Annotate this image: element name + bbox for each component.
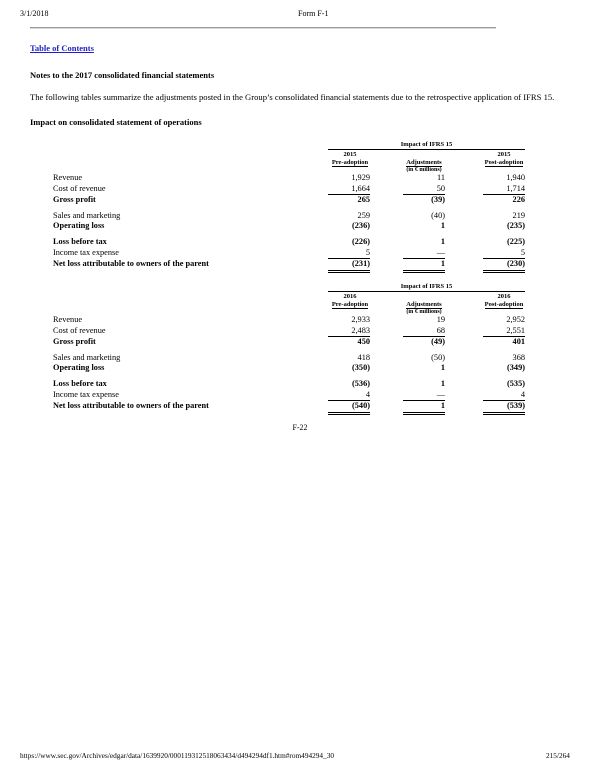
- column-header-adjustments: [400, 151, 448, 167]
- table-row-gross-profit: [0, 336, 600, 347]
- cell-pre-adoption: 2,483: [351, 326, 370, 335]
- unit-label: (in € millions): [406, 309, 442, 315]
- table-row-cost-of-revenue: [0, 183, 600, 194]
- cell-post-adoption: (539): [507, 401, 525, 410]
- cell-post-adoption: 1,714: [506, 184, 525, 193]
- cell-pre-adoption: (236): [352, 221, 370, 230]
- column-label: Post-adoption: [484, 158, 524, 166]
- column-header-adjustments: [400, 293, 448, 309]
- column-label: Adjustments: [406, 300, 442, 308]
- cell-post-adoption: 2,952: [506, 315, 525, 324]
- header-divider: [30, 27, 496, 29]
- unit-label: (in € millions): [406, 167, 442, 173]
- total-double-rule: [483, 270, 525, 273]
- footer-page-count: 215/264: [546, 751, 570, 760]
- page-number: F-22: [292, 423, 308, 432]
- total-double-rule: [403, 412, 445, 415]
- cell-post-adoption: (349): [507, 363, 525, 372]
- row-label: Net loss attributable to owners of the parent: [53, 401, 209, 410]
- row-label: Net loss attributable to owners of the parent: [53, 259, 209, 268]
- cell-post-adoption: (235): [507, 221, 525, 230]
- row-label: Cost of revenue: [53, 184, 106, 193]
- row-label: Sales and marketing: [53, 353, 121, 362]
- cell-adjustments: 1: [440, 379, 445, 388]
- notes-heading: Notes to the 2017 consolidated financial statements: [30, 70, 215, 80]
- cell-post-adoption: 2,551: [506, 326, 525, 335]
- column-year: [400, 293, 448, 301]
- total-double-rule: [328, 270, 370, 273]
- column-label: Pre-adoption: [331, 158, 369, 166]
- table-of-contents-link[interactable]: Table of Contents: [30, 43, 94, 53]
- cell-post-adoption: 368: [512, 353, 525, 362]
- cell-post-adoption: (230): [507, 259, 525, 268]
- cell-pre-adoption: (540): [352, 401, 370, 410]
- column-year: [400, 151, 448, 159]
- cell-pre-adoption: (231): [352, 259, 370, 268]
- column-label: Post-adoption: [484, 300, 524, 308]
- cell-pre-adoption: 265: [357, 195, 370, 204]
- cell-adjustments: (39): [431, 195, 445, 204]
- column-header-pre-adoption: [326, 293, 374, 309]
- intro-paragraph: The following tables summarize the adjustments posted in the Group’s consolidated financial statements due to the retrospective application of IFRS 15.: [30, 92, 555, 102]
- column-year: 2015: [497, 151, 511, 158]
- cell-adjustments: (40): [431, 211, 445, 220]
- cell-pre-adoption: 418: [357, 353, 370, 362]
- cell-post-adoption: (535): [507, 379, 525, 388]
- row-label: Loss before tax: [53, 379, 107, 388]
- table-row-operating-loss: [0, 362, 600, 373]
- document-title: Form F-1: [298, 9, 329, 18]
- row-label: Revenue: [53, 173, 83, 182]
- table-row-gross-profit: [0, 194, 600, 205]
- cell-adjustments: 1: [440, 401, 445, 410]
- column-header-post-adoption: [480, 151, 528, 167]
- cell-adjustments: —: [436, 390, 445, 399]
- cell-pre-adoption: 4: [365, 390, 370, 399]
- column-label: Adjustments: [406, 158, 442, 166]
- table-row-loss-before-tax: [0, 236, 600, 247]
- table-row-net-loss: [0, 258, 600, 269]
- cell-post-adoption: 5: [520, 248, 525, 257]
- footer-url: https://www.sec.gov/Archives/edgar/data/1639920/000119312518063434/d494294df1.htm#rom494294_30: [20, 751, 335, 760]
- cell-adjustments: 68: [436, 326, 445, 335]
- table-row-cost-of-revenue: [0, 325, 600, 336]
- cell-post-adoption: (225): [507, 237, 525, 246]
- row-label: Income tax expense: [53, 390, 119, 399]
- row-label: Gross profit: [53, 195, 96, 204]
- column-header-post-adoption: [480, 293, 528, 309]
- cell-pre-adoption: 259: [357, 211, 370, 220]
- column-year: 2016: [343, 293, 357, 300]
- column-year: 2016: [497, 293, 511, 300]
- cell-pre-adoption: 2,933: [351, 315, 370, 324]
- cell-pre-adoption: 1,929: [351, 173, 370, 182]
- cell-post-adoption: 4: [520, 390, 525, 399]
- cell-post-adoption: 401: [512, 337, 525, 346]
- column-label: Pre-adoption: [331, 300, 369, 308]
- table-row-loss-before-tax: [0, 378, 600, 389]
- table-row-income-tax-expense: [0, 389, 600, 400]
- cell-pre-adoption: (226): [352, 237, 370, 246]
- cell-adjustments: —: [436, 248, 445, 257]
- cell-adjustments: 11: [437, 173, 445, 182]
- row-label: Operating loss: [53, 363, 105, 372]
- print-date: 3/1/2018: [20, 9, 49, 18]
- column-year: 2015: [343, 151, 357, 158]
- table-group-header: Impact of IFRS 15: [328, 141, 525, 150]
- cell-adjustments: 1: [440, 237, 445, 246]
- row-label: Revenue: [53, 315, 83, 324]
- row-label: Cost of revenue: [53, 326, 106, 335]
- cell-adjustments: 1: [440, 259, 445, 268]
- section-heading: Impact on consolidated statement of operations: [30, 117, 202, 127]
- table-row-operating-loss: [0, 220, 600, 231]
- table-row-revenue: [0, 314, 600, 325]
- row-label: Income tax expense: [53, 248, 119, 257]
- table-group-header: Impact of IFRS 15: [328, 283, 525, 292]
- cell-adjustments: (49): [431, 337, 445, 346]
- row-label: Loss before tax: [53, 237, 107, 246]
- table-row-income-tax-expense: [0, 247, 600, 258]
- total-double-rule: [483, 412, 525, 415]
- cell-pre-adoption: (350): [352, 363, 370, 372]
- row-label: Operating loss: [53, 221, 105, 230]
- total-double-rule: [328, 412, 370, 415]
- cell-adjustments: (50): [431, 353, 445, 362]
- cell-adjustments: 50: [436, 184, 445, 193]
- cell-pre-adoption: 1,664: [351, 184, 370, 193]
- cell-pre-adoption: (536): [352, 379, 370, 388]
- column-header-pre-adoption: [326, 151, 374, 167]
- cell-post-adoption: 226: [512, 195, 525, 204]
- cell-adjustments: 19: [436, 315, 445, 324]
- table-row-net-loss: [0, 400, 600, 411]
- table-row-revenue: [0, 172, 600, 183]
- total-double-rule: [403, 270, 445, 273]
- cell-pre-adoption: 450: [357, 337, 370, 346]
- row-label: Gross profit: [53, 337, 96, 346]
- cell-adjustments: 1: [440, 221, 445, 230]
- cell-pre-adoption: 5: [365, 248, 370, 257]
- cell-post-adoption: 219: [512, 211, 525, 220]
- cell-post-adoption: 1,940: [506, 173, 525, 182]
- row-label: Sales and marketing: [53, 211, 121, 220]
- cell-adjustments: 1: [440, 363, 445, 372]
